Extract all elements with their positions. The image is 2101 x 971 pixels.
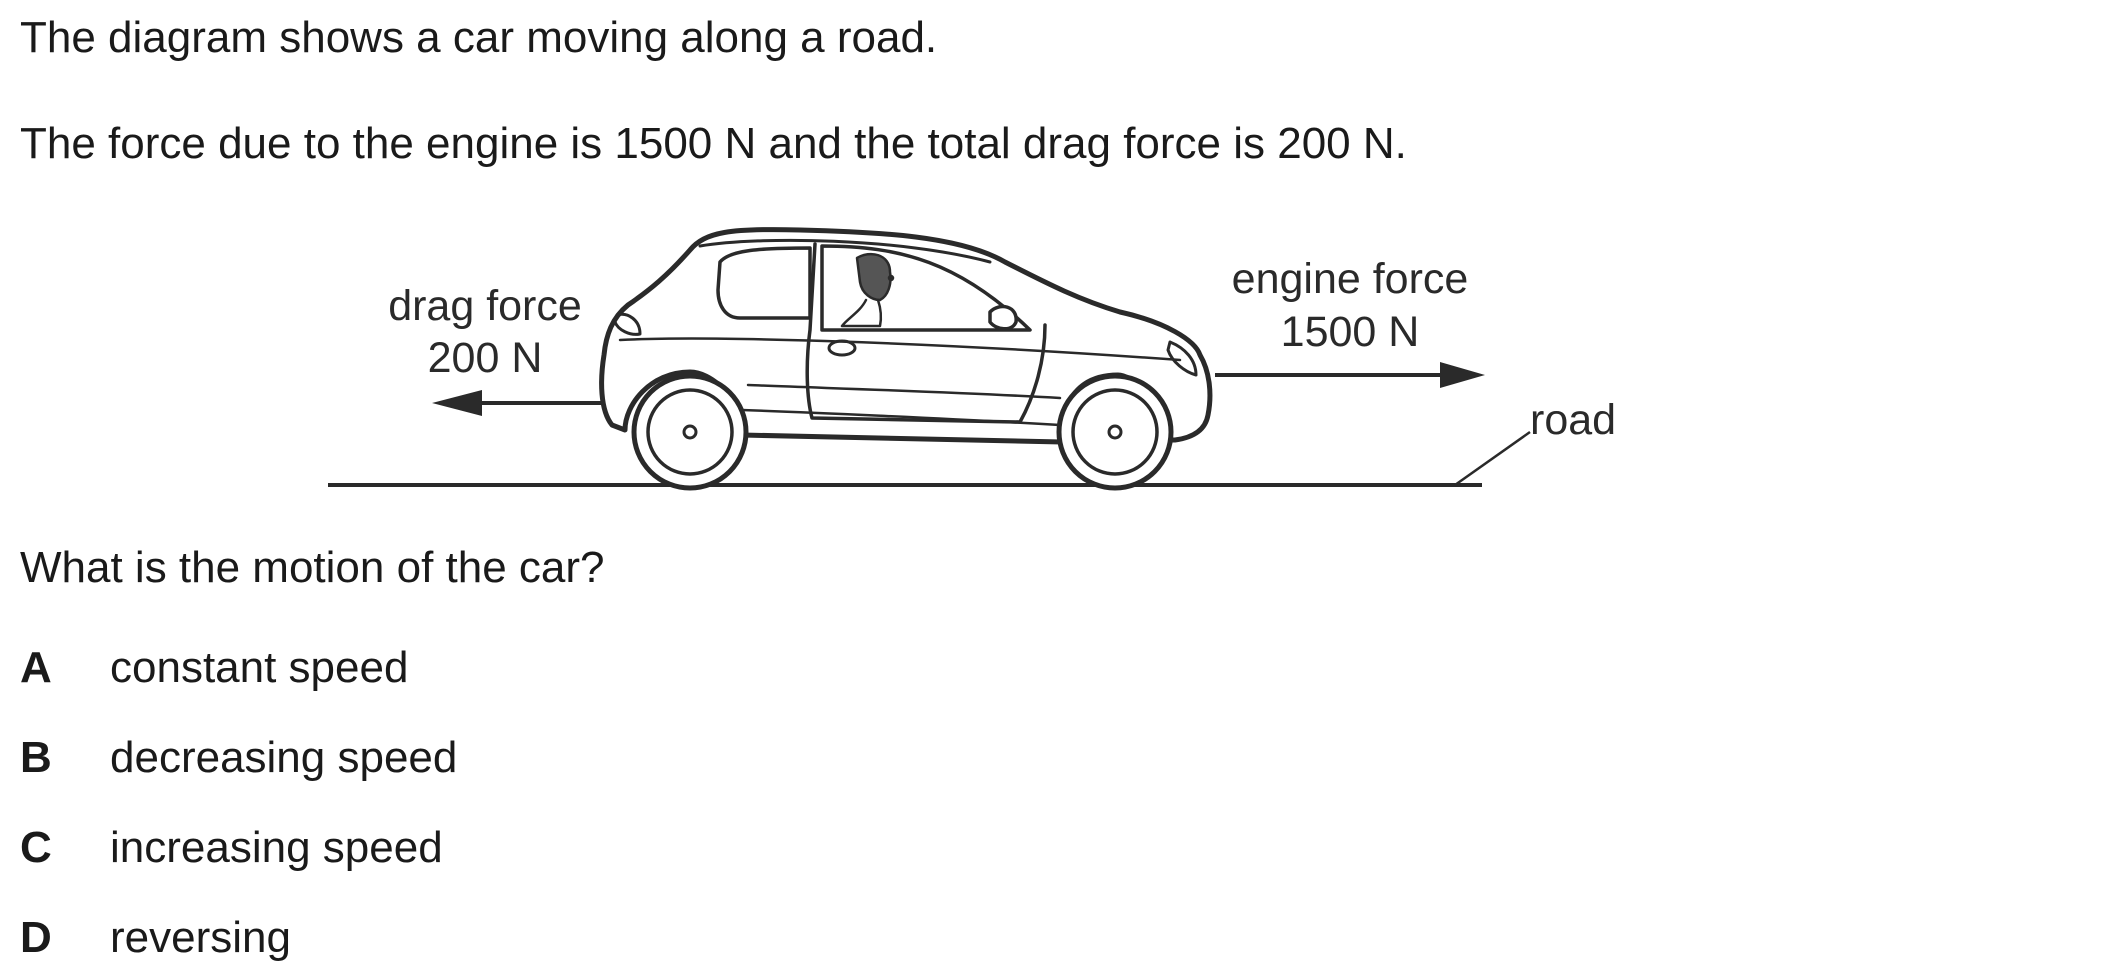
headlight xyxy=(1168,342,1196,375)
option-letter: A xyxy=(20,643,52,692)
road-label: road xyxy=(1530,396,1617,444)
option-letter: C xyxy=(20,823,52,872)
option-text: decreasing speed xyxy=(110,733,458,782)
road-pointer-line xyxy=(1455,432,1530,485)
option-letter: D xyxy=(20,913,52,962)
option-letter: B xyxy=(20,733,52,782)
car-illustration xyxy=(602,230,1210,488)
option-text: reversing xyxy=(110,913,291,962)
question-prompt: What is the motion of the car? xyxy=(20,543,605,592)
question-forces: The force due to the engine is 1500 N and the total drag force is 200 N. xyxy=(20,119,1407,168)
rear-wheel xyxy=(634,376,746,488)
side-mirror xyxy=(990,307,1016,329)
engine-force-label: engine force xyxy=(1231,255,1469,303)
option-text: increasing speed xyxy=(110,823,443,872)
drag-force-arrow xyxy=(432,390,607,416)
drag-force-label: drag force xyxy=(388,282,582,330)
driver-figure xyxy=(842,254,893,326)
option-text: constant speed xyxy=(110,643,409,692)
front-wheel xyxy=(1059,376,1171,488)
question-intro: The diagram shows a car moving along a road. xyxy=(20,13,938,62)
engine-force-arrow xyxy=(1215,362,1485,388)
rear-window xyxy=(718,248,810,318)
side-window xyxy=(822,246,1030,330)
car-door xyxy=(807,244,1045,422)
engine-force-value: 1500 N xyxy=(1280,308,1420,356)
drag-force-value: 200 N xyxy=(427,334,543,382)
door-handle xyxy=(829,341,855,355)
car-body-outline xyxy=(602,230,1210,442)
tail-light xyxy=(615,314,640,334)
